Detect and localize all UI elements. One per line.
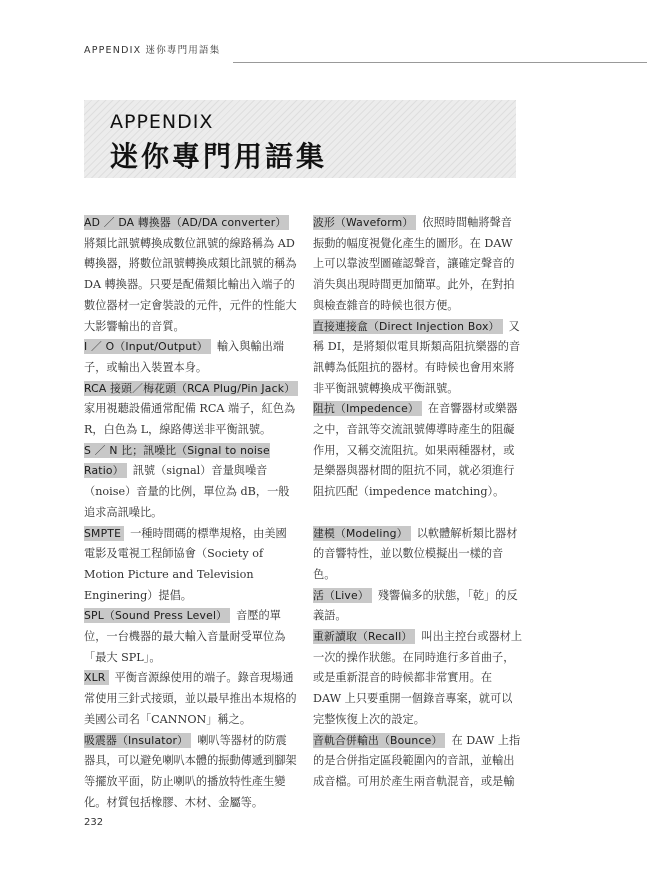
glossary-term: SPL（Sound Press Level） [84, 608, 230, 623]
glossary-entry [84, 379, 297, 441]
glossary-entry [313, 627, 523, 731]
glossary-term: SMPTE [84, 526, 124, 541]
glossary-definition: 將類比訊號轉換成數位訊號的線路稱為 AD 轉換器，將數位訊號轉換成類比訊號的稱為 DA 轉換器。只要是配備類比輸出入端子的數位器材一定會裝設的元件，元件的性能大大影響輸出的音質。 [84, 236, 297, 333]
glossary-definition: 訊號（signal）音量與噪音（noise）音量的比例，單位為 dB，一般追求高訊噪比。 [84, 464, 290, 519]
glossary-term: AD ／ DA 轉換器（AD/DA converter） [84, 215, 289, 230]
glossary-entry [84, 524, 297, 607]
glossary-definition: 在 DAW 上指的是合併指定區段範圍內的音訊，並輸出成音檔。可用於產生兩音軌混音，或是輸 [313, 733, 521, 788]
glossary-term: 直接連接盒（Direct Injection Box） [313, 319, 503, 334]
glossary-definition: 音壓的單位，一台機器的最大輸入音量耐受單位為「最大 SPL」。 [84, 609, 286, 664]
glossary-term: 音軌合併輸出（Bounce） [313, 733, 445, 748]
glossary-term: 吸震器（Insulator） [84, 733, 191, 748]
glossary-definition: 在音響器材或樂器之中，音訊等交流訊號傳導時產生的阻礙作用，又稱交流阻抗。如果兩種器材，或是樂器與器材間的阻抗不同，就必須進行阻抗匹配（impedence matching）。 [313, 402, 518, 499]
glossary-entry [313, 399, 523, 503]
glossary-definition: 依照時間軸將聲音振動的幅度視覺化產生的圖形。在 DAW 上可以靠波型圖確認聲音，讓確定聲音的消失與出現時間更加簡單。此外，在對拍與檢查雜音的時候也很方便。 [313, 216, 515, 312]
glossary-entry [84, 606, 297, 668]
glossary-entry [313, 586, 523, 627]
glossary-term: 建模（Modeling） [313, 526, 411, 541]
glossary-definition: 又稱 DI，是將類似電貝斯類高阻抗樂器的音訊轉為低阻抗的器材。有時候也會用來將非平衡訊號轉換成平衡訊號。 [313, 319, 521, 395]
glossary-entry [313, 524, 523, 586]
glossary-entry [84, 441, 297, 524]
glossary-definition: 以軟體解析類比器材的音響特性，並以數位模擬出一樣的音色。 [313, 526, 518, 581]
glossary-definition: 殘響偏多的狀態，「乾」的反義語。 [313, 588, 518, 623]
right-column [313, 213, 523, 793]
glossary-entry [84, 668, 297, 730]
glossary-definition: 家用視聽設備通常配備 RCA 端子，紅色為 R，白色為 L，線路傳送非平衡訊號。 [84, 402, 296, 437]
glossary-term: I ／ O（Input/Output） [84, 339, 211, 354]
glossary-definition: 喇叭等器材的防震器具，可以避免喇叭本體的振動傳遞到腳架等擺放平面，防止喇叭的播放特性產生變化。材質包括橡膠、木材、金屬等。 [84, 733, 297, 809]
glossary-entry [84, 337, 297, 378]
title-english: APPENDIX [110, 111, 214, 133]
glossary-term: RCA 接頭／梅花頭（RCA Plug/Pin Jack） [84, 381, 298, 396]
title-chinese: 迷你專門用語集 [110, 140, 328, 173]
glossary-entry [84, 213, 297, 337]
glossary-definition: 平衡音源線使用的端子。錄音現場通常使用三針式接頭，並以最早推出本規格的美國公司名「CANNON」稱之。 [84, 671, 297, 726]
glossary-definition: 一種時間碼的標準規格，由美國電影及電視工程師協會（Society of Motion Picture and Television Enginering）提倡。 [84, 526, 287, 602]
left-column [84, 213, 297, 813]
glossary-term: XLR [84, 670, 109, 685]
glossary-entry [313, 213, 523, 317]
glossary-entry [313, 731, 523, 793]
glossary-term: 波形（Waveform） [313, 215, 416, 230]
page-number: 232 [84, 817, 104, 828]
running-header: APPENDIX 迷你專門用語集 [84, 45, 221, 56]
header-rule [233, 62, 647, 63]
glossary-term: 重新讀取（Recall） [313, 629, 415, 644]
glossary-entry [313, 317, 523, 400]
glossary-definition: 輸入與輸出端子，或輸出入裝置本身。 [84, 340, 284, 374]
glossary-entry [84, 731, 297, 814]
glossary-term: 阻抗（Impedence） [313, 401, 422, 416]
glossary-term: 活（Live） [313, 588, 372, 603]
glossary-term: S ／ N 比；訊噪比（Signal to noise Ratio） [84, 443, 270, 478]
glossary-definition: 叫出主控台或器材上一次的操作狀態。在同時進行多首曲子，或是重新混音的時候都非常實用。在 DAW 上只要重開一個錄音專案，就可以完整恢復上次的設定。 [313, 630, 523, 726]
